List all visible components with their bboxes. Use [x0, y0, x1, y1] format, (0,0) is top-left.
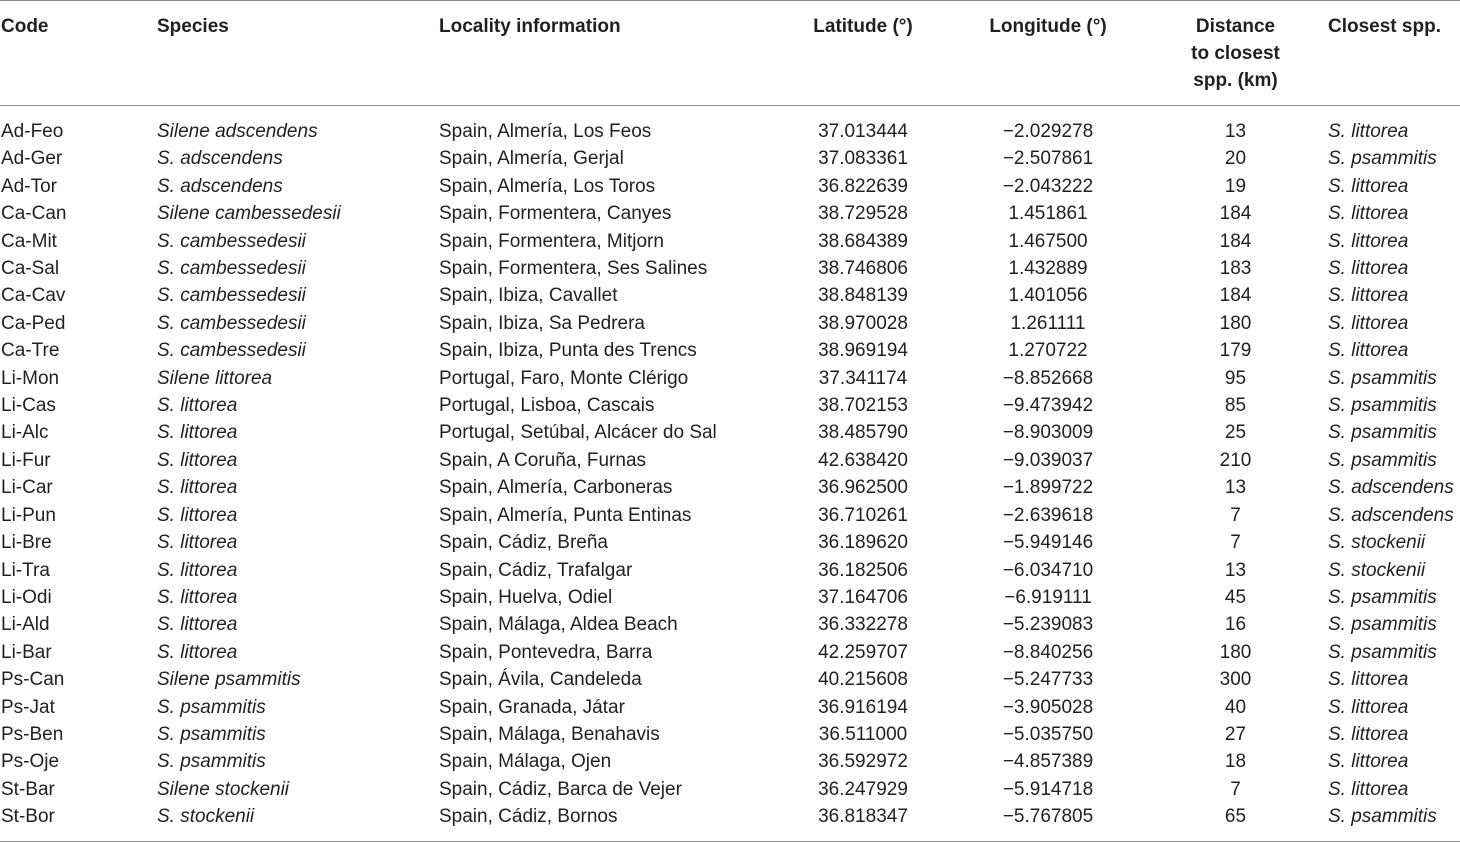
cell-code: Ca-Can — [1, 203, 67, 225]
table-row — [0, 392, 1460, 419]
cell-latitude: 42.259707 — [818, 641, 908, 663]
cell-species: S. littorea — [157, 449, 238, 471]
cell-closest: S. psammitis — [1328, 614, 1437, 636]
header-code: Code — [1, 16, 49, 37]
table-row — [0, 228, 1460, 255]
cell-closest: S. littorea — [1328, 723, 1409, 745]
table-row — [0, 694, 1460, 721]
cell-species: S. littorea — [157, 532, 238, 554]
cell-locality: Spain, Granada, Játar — [439, 696, 625, 718]
cell-locality: Portugal, Setúbal, Alcácer do Sal — [439, 422, 717, 444]
cell-code: Ad-Ger — [1, 148, 63, 170]
cell-latitude: 38.729528 — [818, 203, 908, 225]
cell-closest: S. littorea — [1328, 285, 1409, 307]
cell-species: S. cambessedesii — [157, 230, 306, 252]
cell-species: S. littorea — [157, 477, 238, 499]
cell-locality: Spain, Cádiz, Trafalgar — [439, 559, 633, 581]
table-row — [0, 721, 1460, 748]
cell-code: Ps-Can — [1, 669, 65, 691]
cell-locality: Spain, A Coruña, Furnas — [439, 449, 647, 471]
cell-code: Ca-Tre — [1, 340, 60, 362]
cell-distance: 19 — [1224, 175, 1247, 197]
cell-locality: Spain, Almería, Gerjal — [439, 148, 624, 170]
cell-closest: S. littorea — [1328, 340, 1409, 362]
cell-latitude: 36.189620 — [818, 532, 908, 554]
cell-closest: S. littorea — [1328, 778, 1409, 800]
cell-longitude: −5.035750 — [1002, 723, 1094, 745]
cell-distance: 13 — [1224, 121, 1247, 142]
cell-code: Ps-Oje — [1, 751, 60, 773]
cell-distance: 300 — [1219, 669, 1252, 691]
cell-distance: 179 — [1219, 340, 1252, 362]
cell-distance: 85 — [1224, 395, 1247, 417]
cell-longitude: 1.432889 — [1008, 258, 1088, 280]
cell-code: Ps-Jat — [1, 696, 55, 718]
cell-code: Ca-Ped — [1, 312, 66, 334]
cell-code: Li-Pun — [1, 504, 56, 526]
header-row — [0, 1, 1460, 106]
cell-longitude: −3.905028 — [1002, 696, 1094, 718]
table-row — [0, 529, 1460, 556]
cell-distance: 40 — [1224, 696, 1247, 718]
cell-species: S. littorea — [157, 586, 238, 608]
cell-locality: Spain, Pontevedra, Barra — [439, 641, 653, 663]
cell-latitude: 36.332278 — [818, 614, 908, 636]
table-row — [0, 310, 1460, 337]
cell-closest: S. littorea — [1328, 230, 1409, 252]
cell-latitude: 37.341174 — [818, 367, 908, 389]
cell-code: Li-Cas — [1, 395, 56, 417]
header-distance-line3: spp. (km) — [1193, 70, 1278, 91]
cell-longitude: −5.914718 — [1002, 778, 1094, 800]
cell-code: Ca-Mit — [1, 230, 57, 252]
cell-code: St-Bor — [1, 806, 55, 828]
cell-species: S. psammitis — [157, 751, 266, 773]
cell-latitude: 40.215608 — [818, 669, 908, 691]
cell-latitude: 36.822639 — [818, 175, 908, 197]
cell-species: S. cambessedesii — [157, 285, 306, 307]
cell-code: Ad-Feo — [1, 121, 64, 142]
cell-locality: Spain, Almería, Punta Entinas — [439, 504, 692, 526]
table-row — [0, 584, 1460, 611]
cell-closest: S. psammitis — [1328, 449, 1437, 471]
cell-distance: 45 — [1224, 586, 1247, 608]
cell-code: Li-Alc — [1, 422, 49, 444]
cell-distance: 184 — [1219, 285, 1252, 307]
table-row — [0, 200, 1460, 227]
cell-species: S. adscendens — [157, 175, 283, 197]
cell-closest: S. littorea — [1328, 696, 1409, 718]
cell-longitude: −5.949146 — [1002, 532, 1094, 554]
cell-longitude: −8.903009 — [1002, 422, 1094, 444]
table-row — [0, 282, 1460, 309]
cell-closest: S. psammitis — [1328, 148, 1437, 170]
cell-distance: 7 — [1230, 504, 1241, 526]
cell-species: Silene stockenii — [157, 778, 290, 800]
cell-distance: 25 — [1224, 422, 1247, 444]
cell-locality: Portugal, Lisboa, Cascais — [439, 395, 655, 417]
cell-species: S. littorea — [157, 559, 238, 581]
cell-longitude: −8.840256 — [1002, 641, 1094, 663]
cell-latitude: 38.702153 — [818, 395, 908, 417]
cell-latitude: 38.746806 — [818, 258, 908, 280]
table-body — [0, 106, 1460, 842]
cell-species: Silene adscendens — [157, 121, 318, 142]
cell-locality: Spain, Almería, Los Feos — [439, 121, 652, 142]
cell-code: Li-Odi — [1, 586, 52, 608]
cell-latitude: 36.818347 — [818, 806, 908, 828]
cell-locality: Spain, Ibiza, Sa Pedrera — [439, 312, 645, 334]
cell-distance: 7 — [1230, 532, 1241, 554]
header-latitude: Latitude (°) — [813, 16, 913, 37]
cell-species: S. littorea — [157, 395, 238, 417]
cell-distance: 7 — [1230, 778, 1241, 800]
cell-closest: S. littorea — [1328, 258, 1409, 280]
cell-longitude: −8.852668 — [1002, 367, 1094, 389]
cell-distance: 27 — [1224, 723, 1247, 745]
table-row — [0, 337, 1460, 364]
cell-species: S. stockenii — [157, 806, 255, 828]
table-row — [0, 502, 1460, 529]
cell-code: Ad-Tor — [1, 175, 57, 197]
cell-locality: Spain, Ibiza, Cavallet — [439, 285, 618, 307]
header-distance-line1: Distance — [1195, 16, 1276, 37]
cell-distance: 95 — [1224, 367, 1247, 389]
cell-closest: S. stockenii — [1328, 532, 1426, 554]
cell-latitude: 37.083361 — [818, 148, 908, 170]
cell-distance: 20 — [1224, 148, 1247, 170]
cell-distance: 16 — [1224, 614, 1247, 636]
cell-species: S. littorea — [157, 422, 238, 444]
cell-latitude: 36.182506 — [818, 559, 908, 581]
cell-closest: S. psammitis — [1328, 367, 1437, 389]
cell-latitude: 36.916194 — [818, 696, 908, 718]
cell-distance: 184 — [1219, 230, 1252, 252]
cell-latitude: 36.710261 — [818, 504, 908, 526]
cell-species: Silene psammitis — [157, 669, 301, 691]
cell-longitude: 1.261111 — [1010, 312, 1086, 334]
cell-species: S. psammitis — [157, 696, 266, 718]
cell-closest: S. stockenii — [1328, 559, 1426, 581]
table-row — [0, 611, 1460, 638]
cell-distance: 18 — [1224, 751, 1247, 773]
cell-locality: Spain, Formentera, Canyes — [439, 203, 672, 225]
cell-longitude: −2.043222 — [1002, 175, 1094, 197]
cell-species: Silene littorea — [157, 367, 273, 389]
cell-locality: Spain, Cádiz, Breña — [439, 532, 608, 554]
cell-longitude: −5.767805 — [1002, 806, 1094, 828]
table-row — [0, 106, 1460, 146]
cell-longitude: −2.639618 — [1002, 504, 1094, 526]
cell-latitude: 37.013444 — [818, 121, 908, 142]
cell-longitude: −6.034710 — [1002, 559, 1094, 581]
cell-longitude: −9.039037 — [1002, 449, 1094, 471]
cell-locality: Spain, Almería, Los Toros — [439, 175, 656, 197]
cell-longitude: 1.401056 — [1008, 285, 1088, 307]
cell-locality: Spain, Ávila, Candeleda — [439, 669, 642, 691]
cell-code: Li-Fur — [1, 449, 51, 471]
cell-longitude: −4.857389 — [1002, 751, 1094, 773]
cell-species: S. littorea — [157, 641, 238, 663]
cell-longitude: 1.451861 — [1008, 203, 1088, 225]
cell-code: St-Bar — [1, 778, 55, 800]
table-header — [0, 1, 1460, 106]
cell-closest: S. psammitis — [1328, 641, 1437, 663]
header-distance-line2: to closest — [1191, 43, 1280, 64]
cell-species: S. littorea — [157, 504, 238, 526]
cell-latitude: 38.969194 — [818, 340, 908, 362]
cell-closest: S. littorea — [1328, 121, 1409, 142]
cell-locality: Spain, Almería, Carboneras — [439, 477, 673, 499]
cell-code: Li-Car — [1, 477, 53, 499]
cell-latitude: 38.485790 — [818, 422, 908, 444]
cell-longitude: −5.247733 — [1002, 669, 1094, 691]
cell-longitude: −2.507861 — [1002, 148, 1094, 170]
table-row — [0, 748, 1460, 775]
cell-distance: 13 — [1224, 477, 1247, 499]
cell-species: S. cambessedesii — [157, 340, 306, 362]
cell-species: S. littorea — [157, 614, 238, 636]
table-row — [0, 557, 1460, 584]
table-row — [0, 145, 1460, 172]
cell-closest: S. littorea — [1328, 203, 1409, 225]
cell-longitude: 1.467500 — [1008, 230, 1088, 252]
cell-code: Ca-Sal — [1, 258, 60, 280]
cell-code: Li-Tra — [1, 559, 50, 581]
cell-closest: S. adscendens — [1328, 504, 1454, 526]
header-longitude: Longitude (°) — [989, 16, 1107, 37]
cell-latitude: 38.970028 — [818, 312, 908, 334]
cell-latitude: 38.684389 — [818, 230, 908, 252]
cell-distance: 184 — [1219, 203, 1252, 225]
cell-closest: S. littorea — [1328, 751, 1409, 773]
cell-locality: Spain, Huelva, Odiel — [439, 586, 613, 608]
cell-code: Li-Bar — [1, 641, 52, 663]
cell-species: S. cambessedesii — [157, 258, 306, 280]
cell-closest: S. littorea — [1328, 175, 1409, 197]
cell-distance: 65 — [1224, 806, 1247, 828]
cell-longitude: −1.899722 — [1002, 477, 1094, 499]
header-closest: Closest spp. — [1328, 16, 1441, 37]
cell-longitude: −2.029278 — [1002, 121, 1094, 142]
cell-code: Ca-Cav — [1, 285, 66, 307]
cell-distance: 183 — [1219, 258, 1252, 280]
cell-species: S. cambessedesii — [157, 312, 306, 334]
cell-closest: S. psammitis — [1328, 395, 1437, 417]
cell-closest: S. adscendens — [1328, 477, 1454, 499]
cell-code: Li-Ald — [1, 614, 50, 636]
cell-closest: S. psammitis — [1328, 586, 1437, 608]
cell-locality: Spain, Málaga, Aldea Beach — [439, 614, 678, 636]
cell-latitude: 37.164706 — [818, 586, 908, 608]
header-locality: Locality information — [439, 16, 621, 37]
cell-longitude: 1.270722 — [1008, 340, 1088, 362]
cell-longitude: −9.473942 — [1002, 395, 1094, 417]
cell-closest: S. littorea — [1328, 669, 1409, 691]
cell-longitude: −6.919111 — [1004, 586, 1092, 608]
cell-species: S. adscendens — [157, 148, 283, 170]
cell-locality: Spain, Málaga, Ojen — [439, 751, 612, 773]
cell-closest: S. littorea — [1328, 312, 1409, 334]
cell-distance: 13 — [1224, 559, 1247, 581]
cell-closest: S. psammitis — [1328, 422, 1437, 444]
table-row — [0, 419, 1460, 446]
cell-closest: S. psammitis — [1328, 806, 1437, 828]
cell-locality: Spain, Ibiza, Punta des Trencs — [439, 340, 697, 362]
cell-distance: 210 — [1219, 449, 1252, 471]
table-row — [0, 173, 1460, 200]
table-row — [0, 255, 1460, 282]
cell-distance: 180 — [1219, 641, 1252, 663]
cell-species: Silene cambessedesii — [157, 203, 341, 225]
header-distance — [1143, 1, 1328, 106]
cell-species: S. psammitis — [157, 723, 266, 745]
table-row — [0, 776, 1460, 803]
cell-locality: Portugal, Faro, Monte Clérigo — [439, 367, 689, 389]
cell-latitude: 38.848139 — [818, 285, 908, 307]
table-row — [0, 365, 1460, 392]
cell-latitude: 36.962500 — [818, 477, 908, 499]
cell-distance: 180 — [1219, 312, 1252, 334]
cell-code: Ps-Ben — [1, 723, 64, 745]
cell-locality: Spain, Formentera, Mitjorn — [439, 230, 664, 252]
table-row — [0, 803, 1460, 841]
cell-latitude: 36.511000 — [818, 723, 908, 745]
table-row — [0, 447, 1460, 474]
table-row — [0, 666, 1460, 693]
table-row — [0, 639, 1460, 666]
cell-locality: Spain, Cádiz, Bornos — [439, 806, 618, 828]
header-species: Species — [157, 16, 229, 37]
table-row — [0, 474, 1460, 501]
cell-locality: Spain, Formentera, Ses Salines — [439, 258, 708, 280]
cell-code: Li-Mon — [1, 367, 60, 389]
cell-code: Li-Bre — [1, 532, 52, 554]
cell-locality: Spain, Cádiz, Barca de Vejer — [439, 778, 682, 800]
cell-latitude: 42.638420 — [818, 449, 908, 471]
cell-latitude: 36.592972 — [818, 751, 908, 773]
cell-locality: Spain, Málaga, Benahavis — [439, 723, 660, 745]
cell-latitude: 36.247929 — [818, 778, 908, 800]
cell-longitude: −5.239083 — [1002, 614, 1094, 636]
